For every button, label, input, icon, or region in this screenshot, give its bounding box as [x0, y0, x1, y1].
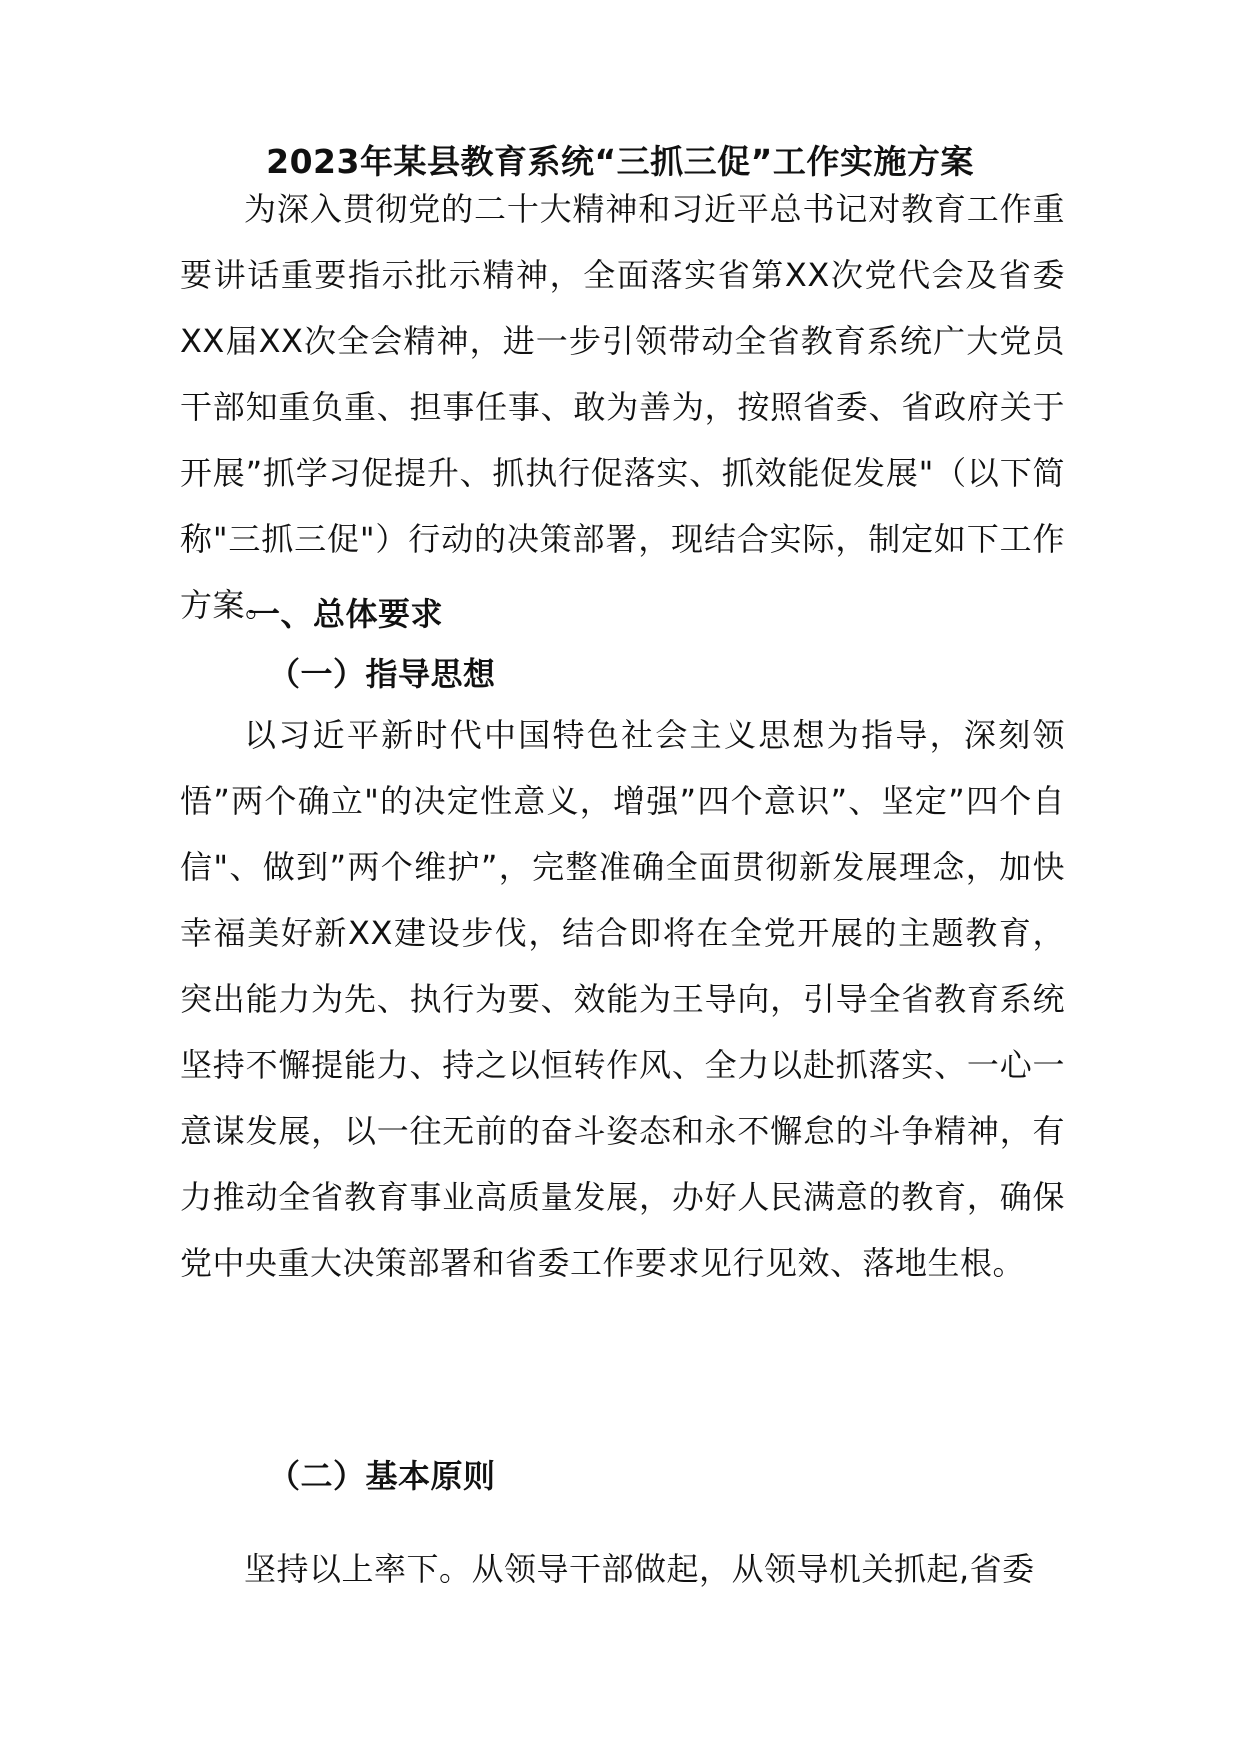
subsection-heading-basic-principles: （二）基本原则 [268, 1457, 496, 1495]
guiding-thought-paragraph: 以习近平新时代中国特色社会主义思想为指导，深刻领悟”两个确立"的决定性意义，增强”四个意识”、坚定”四个自信"、做到”两个维护”，完整准确全面贯彻新发展理念，加快幸福美好新XX建设步伐，结合即将在全党开展的主题教育，突出能力为先、执行为要、效能为王导向，引导全省教育系统坚持不懈提能力、持之以恒转作风、全力以赴抓落实、一心一意谋发展，以一往无前的奋斗姿态和永不懈怠的斗争精神，有力推动全省教育事业高质量发展，办好人民满意的教育，确保党中央重大决策部署和省委工作要求见行见效、落地生根。 [180, 716, 1065, 1282]
document-title: 2023年某县教育系统“三抓三促”工作实施方案 [266, 142, 974, 181]
section-heading-general-requirements: 一、总体要求 [248, 595, 444, 633]
basic-principles-paragraph: 坚持以上率下。从领导干部做起，从领导机关抓起,省委 [244, 1550, 1035, 1588]
intro-paragraph: 为深入贯彻党的二十大精神和习近平总书记对教育工作重要讲话重要指示批示精神，全面落实省第XX次党代会及省委XX届XX次全会精神，进一步引领带动全省教育系统广大党员干部知重负重、担事任事、敢为善为，按照省委、省政府关于开展”抓学习促提升、抓执行促落实、抓效能促发展"（以下简称"三抓三促"）行动的决策部署，现结合实际，制定如下工作方案。 [180, 190, 1065, 624]
subsection-heading-guiding-thought: （一）指导思想 [268, 655, 496, 693]
